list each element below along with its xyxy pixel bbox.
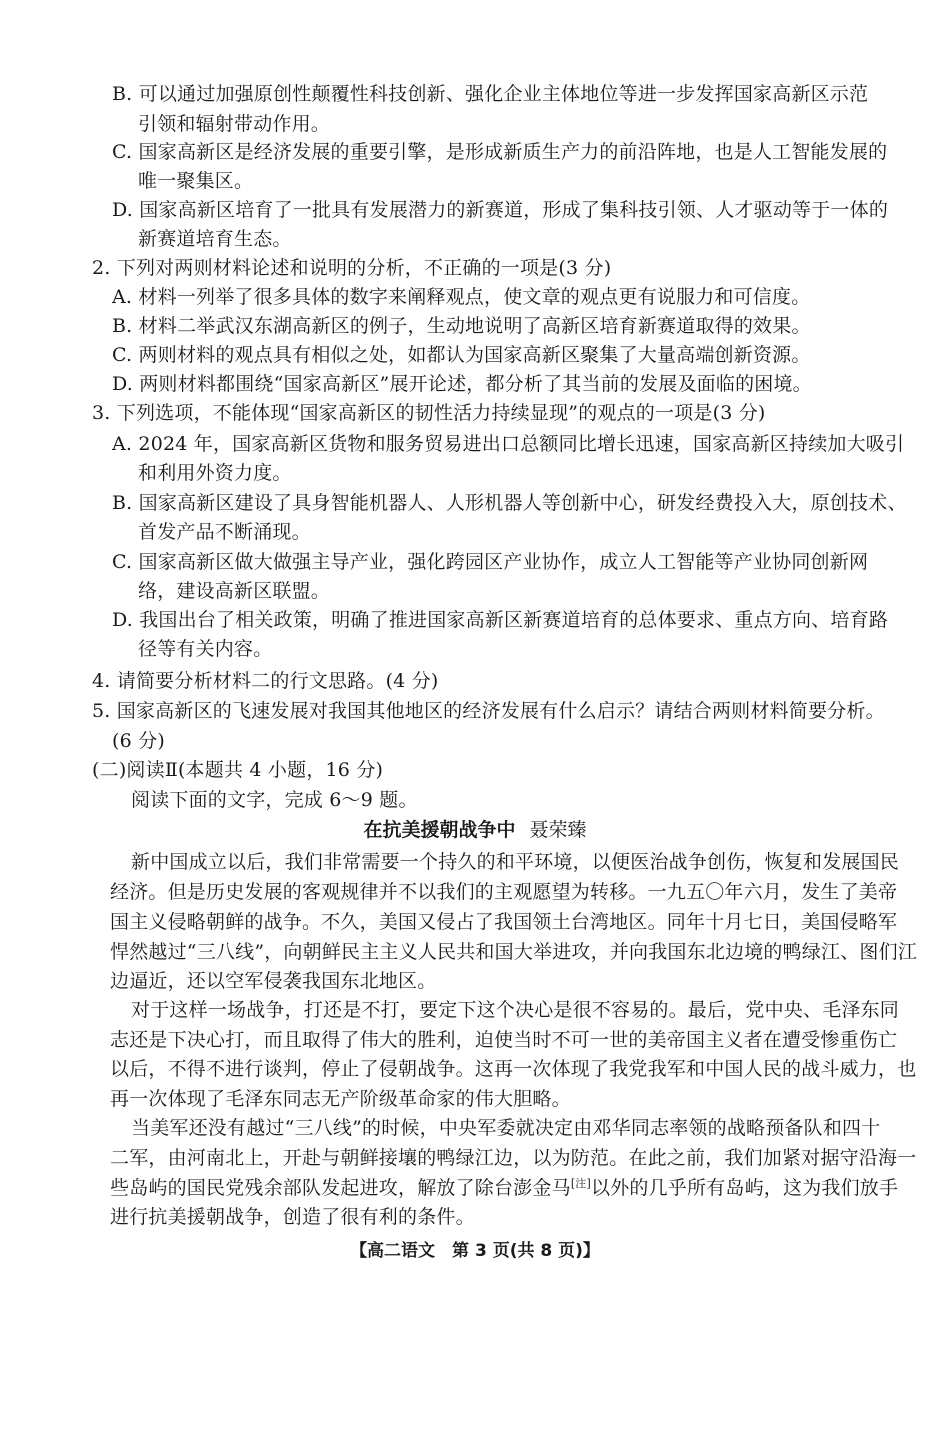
q2-option-a: A. 材料一列举了很多具体的数字来阐释观点，使文章的观点更有说服力和可信度。 (112, 286, 811, 308)
section-instruction: 阅读下面的文字，完成 6～9 题。 (131, 789, 418, 811)
article-p2-line: 以后，不得不进行谈判，停止了侵朝战争。这再一次体现了我党我军和中国人民的战斗威力，也 (110, 1058, 917, 1080)
article-p2-line: 再一次体现了毛泽东同志无产阶级革命家的伟大胆略。 (110, 1088, 571, 1110)
article-p3-line: 进行抗美援朝战争，创造了很有利的条件。 (110, 1206, 475, 1228)
q3-option-c-cont: 络，建设高新区联盟。 (138, 580, 331, 602)
q3-option-a: A. 2024 年，国家高新区货物和服务贸易进出口总额同比增长迅速，国家高新区持续加大吸引 (112, 433, 905, 455)
article-p1-line: 国主义侵略朝鲜的战争。不久，美国又侵占了我国领土台湾地区。同年十月七日，美国侵略军 (110, 911, 898, 933)
footnote-marker: [注] (570, 1177, 591, 1190)
article-p3-line: 二军，由河南北上，开赴与朝鲜接壤的鸭绿江边，以为防范。在此之前，我们加紧对据守沿海一 (110, 1147, 917, 1169)
q3-option-c: C. 国家高新区做大做强主导产业，强化跨园区产业协作，成立人工智能等产业协同创新网 (112, 551, 869, 573)
q2-stem: 2. 下列对两则材料论述和说明的分析，不正确的一项是(3 分) (92, 257, 612, 279)
q3-option-b: B. 国家高新区建设了具身智能机器人、人形机器人等创新中心，研发经费投入大，原创技术、 (112, 492, 907, 514)
q5-score: (6 分) (112, 730, 165, 752)
article-p2-line: 对于这样一场战争，打还是不打，要定下这个决心是很不容易的。最后，党中央、毛泽东同 (131, 999, 900, 1021)
q2-option-c: C. 两则材料的观点具有相似之处，如都认为国家高新区聚集了大量高端创新资源。 (112, 344, 811, 366)
q1-option-d: D. 国家高新区培育了一批具有发展潜力的新赛道，形成了集科技引领、人才驱动等于一体的 (112, 199, 889, 221)
q4-stem: 4. 请简要分析材料二的行文思路。(4 分) (92, 670, 439, 692)
article-p3-text: 以外的几乎所有岛屿，这为我们放手 (591, 1177, 899, 1199)
q2-option-b: B. 材料二举武汉东湖高新区的例子，生动地说明了高新区培育新赛道取得的效果。 (112, 315, 811, 337)
q3-option-b-cont: 首发产品不断涌现。 (138, 521, 311, 543)
article-p1-line: 新中国成立以后，我们非常需要一个持久的和平环境，以便医治战争创伤，恢复和发展国民 (131, 851, 900, 873)
article-p1-line: 悍然越过“三八线”，向朝鲜民主主义人民共和国大举进攻，并向我国东北边境的鸭绿江、图们江 (110, 941, 918, 963)
article-title-line (0, 816, 950, 844)
q1-option-c: C. 国家高新区是经济发展的重要引擎，是形成新质生产力的前沿阵地，也是人工智能发展的 (112, 141, 888, 163)
article-p3-line (110, 1174, 898, 1202)
article-p3-text: 些岛屿的国民党残余部队发起进攻，解放了除台澎金马 (110, 1177, 571, 1199)
q3-option-a-cont: 和利用外资力度。 (138, 462, 292, 484)
article-p1-line: 边逼近，还以空军侵袭我国东北地区。 (110, 970, 437, 992)
article-author: 聂荣臻 (529, 819, 587, 841)
q3-stem: 3. 下列选项，不能体现“国家高新区的韧性活力持续显现”的观点的一项是(3 分) (92, 402, 766, 424)
q1-option-b: B. 可以通过加强原创性颠覆性科技创新、强化企业主体地位等进一步发挥国家高新区示范 (112, 83, 869, 105)
section-heading: (二)阅读Ⅱ(本题共 4 小题，16 分) (92, 759, 384, 781)
q3-option-d-cont: 径等有关内容。 (138, 638, 273, 660)
article-p1-line: 经济。但是历史发展的客观规律并不以我们的主观愿望为转移。一九五〇年六月，发生了美帝 (110, 881, 898, 903)
q5-stem: 5. 国家高新区的飞速发展对我国其他地区的经济发展有什么启示？请结合两则材料简要分析。 (92, 700, 885, 722)
page-footer: 【高二语文 第 3 页(共 8 页)】 (350, 1241, 600, 1261)
article-title: 在抗美援朝战争中 (363, 819, 516, 841)
article-p2-line: 志还是下决心打，而且取得了伟大的胜利，迫使当时不可一世的美帝国主义者在遭受惨重伤亡 (110, 1029, 898, 1051)
article-p3-line: 当美军还没有越过“三八线”的时候，中央军委就决定由邓华同志率领的战略预备队和四十 (131, 1117, 881, 1139)
q1-option-c-cont: 唯一聚集区。 (138, 170, 254, 192)
q3-option-d: D. 我国出台了相关政策，明确了推进国家高新区新赛道培育的总体要求、重点方向、培育路 (112, 609, 889, 631)
q1-option-b-cont: 引领和辐射带动作用。 (138, 113, 331, 135)
q1-option-d-cont: 新赛道培育生态。 (138, 228, 292, 250)
q2-option-d: D. 两则材料都围绕“国家高新区”展开论述，都分析了其当前的发展及面临的困境。 (112, 373, 812, 395)
